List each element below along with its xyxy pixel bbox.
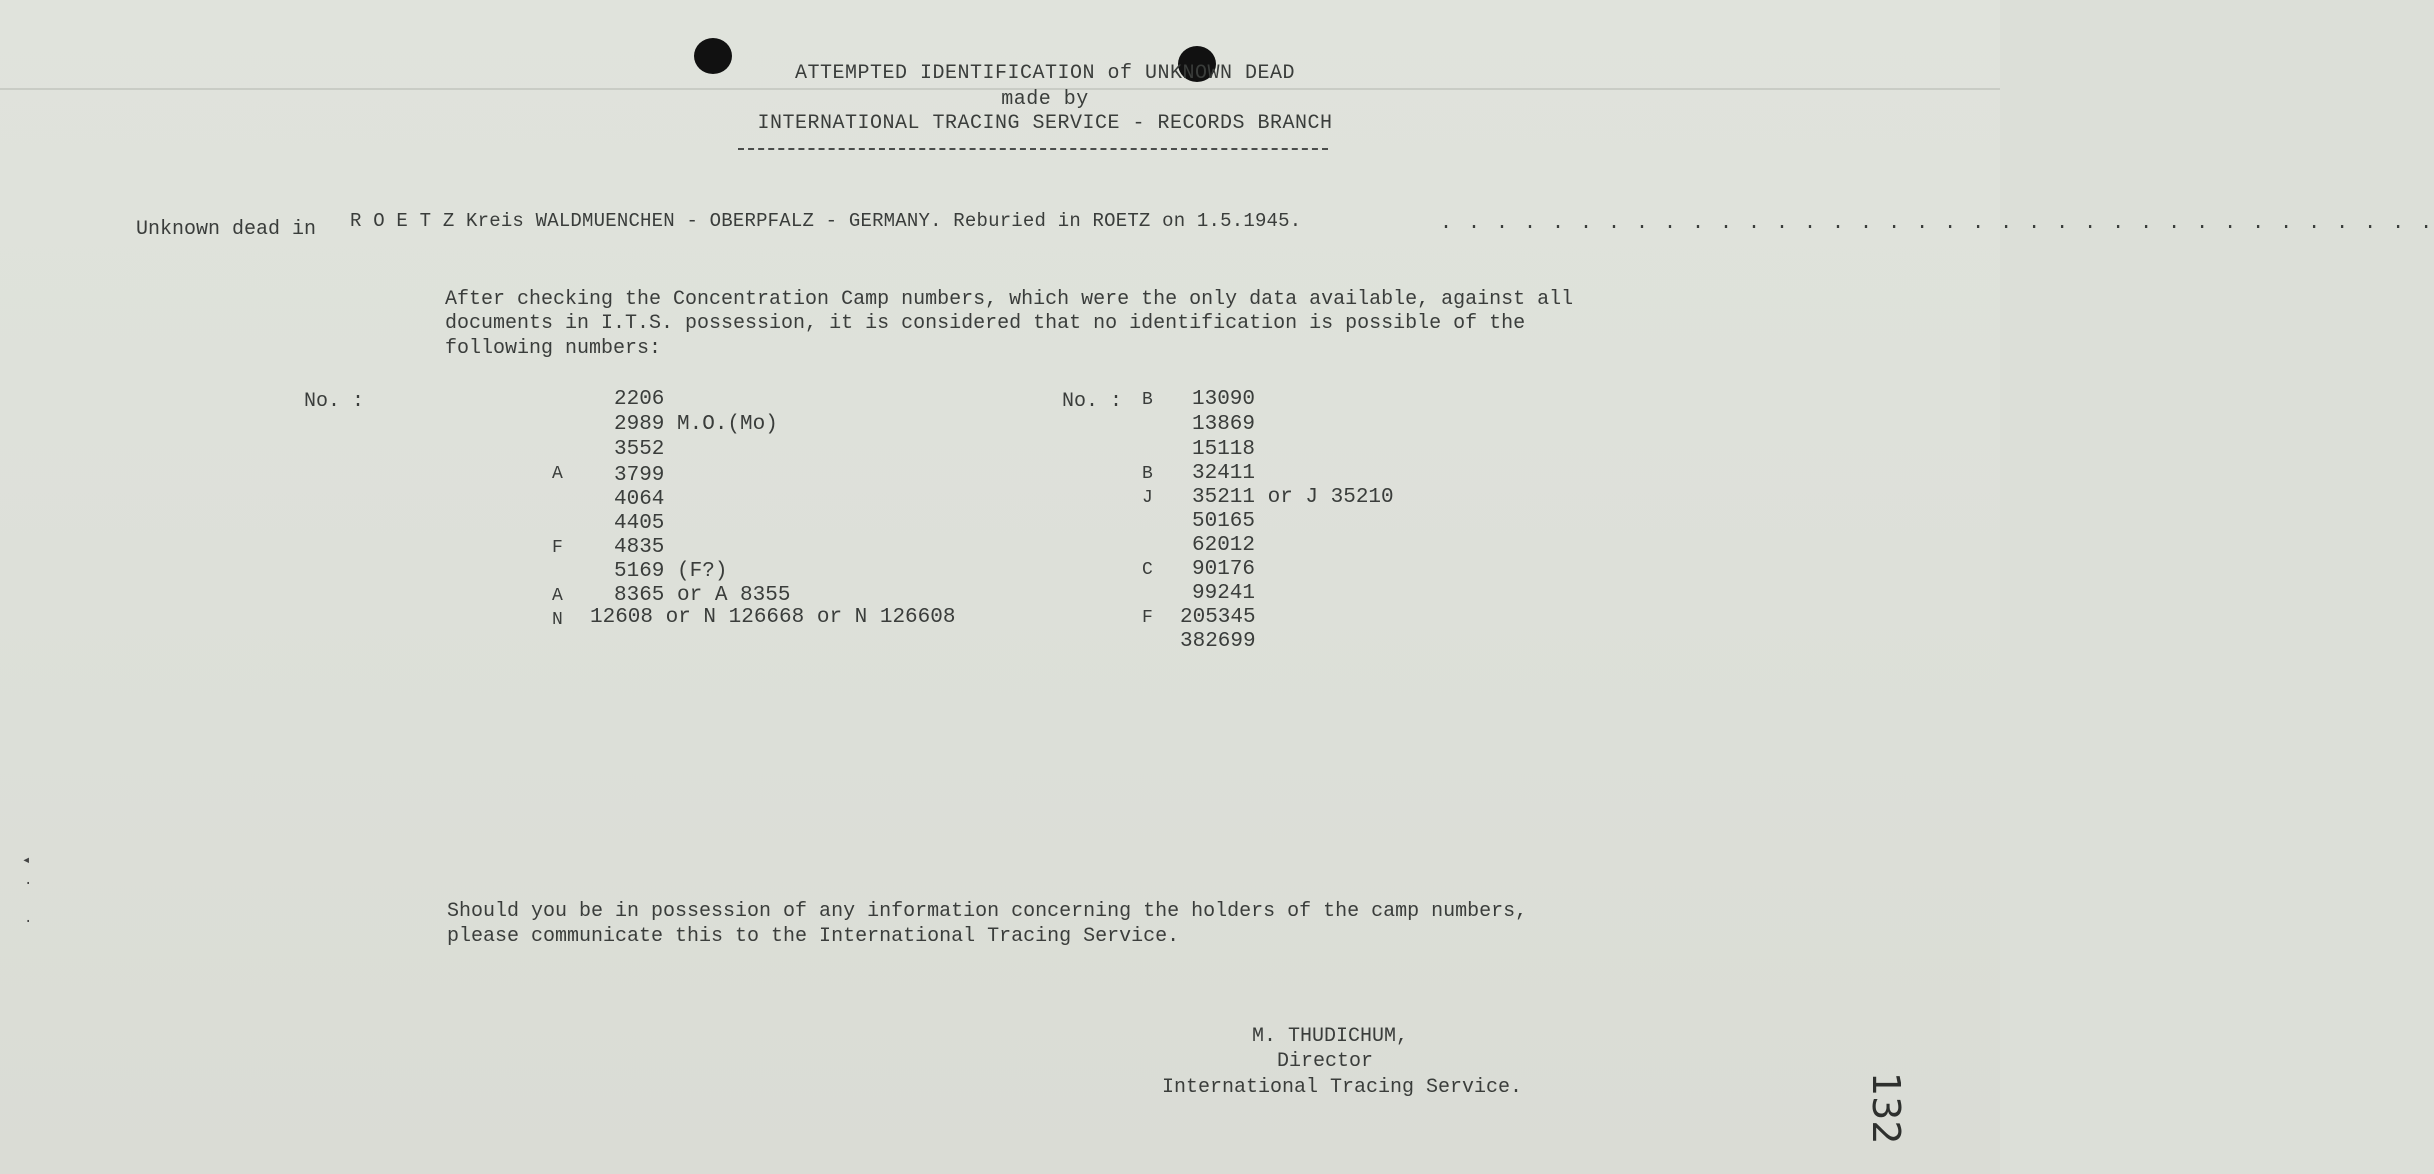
intro-line: following numbers: [445, 337, 662, 360]
camp-number: 8365 or A 8355 [614, 584, 791, 607]
camp-number: 2206 [614, 388, 665, 411]
left-list-label: No. : [304, 390, 365, 413]
camp-number: 4405 [614, 512, 665, 535]
dotted-fill: . . . . . . . . . . . . . . . . . . . . . . . . . . . . . . . . . . . . [1440, 212, 2434, 235]
location-value: R O E T Z Kreis WALDMUENCHEN - OBERPFALZ - GERMANY. Reburied in ROETZ on 1.5.1945. [350, 210, 1302, 232]
margin-mark: · [24, 914, 33, 930]
camp-number: 99241 [1192, 582, 1256, 605]
intro-line: documents in I.T.S. possession, it is considered that no identification is possible of the [445, 312, 1526, 335]
camp-number: 382699 [1180, 630, 1256, 653]
camp-number: 32411 [1192, 462, 1256, 485]
header-title: ATTEMPTED IDENTIFICATION of UNKNOWN DEAD [794, 62, 1296, 85]
camp-number: 62012 [1192, 534, 1256, 557]
camp-number: 3552 [614, 438, 665, 461]
margin-mark: · [24, 876, 33, 892]
camp-prefix: C [1142, 560, 1153, 580]
camp-number: 2989 M.O.(Mo) [614, 413, 778, 436]
camp-number: 13090 [1192, 388, 1256, 411]
camp-prefix: A [552, 586, 563, 606]
camp-number: 13869 [1192, 413, 1256, 436]
camp-number: 35211 or J 35210 [1192, 486, 1394, 509]
camp-prefix: A [552, 464, 563, 484]
camp-number: 205345 [1180, 606, 1256, 629]
signatory-title: Director [1277, 1050, 1374, 1073]
location-label: Unknown dead in [136, 218, 317, 241]
closing-line: please communicate this to the International Tracing Service. [447, 925, 1180, 948]
camp-number: 4835 [614, 536, 665, 559]
camp-number: 3799 [614, 464, 665, 487]
camp-prefix: J [1142, 488, 1153, 508]
camp-prefix: F [552, 538, 563, 558]
camp-number: 12608 or N 126668 or N 126608 [590, 606, 956, 629]
right-list-label: No. : [1062, 390, 1123, 413]
camp-number: 4064 [614, 488, 665, 511]
signatory-name: M. THUDICHUM, [1252, 1025, 1409, 1048]
margin-mark: ◂ [22, 853, 31, 869]
header-branch: INTERNATIONAL TRACING SERVICE - RECORDS BRANCH [757, 112, 1333, 135]
camp-number: 5169 (F?) [614, 560, 728, 583]
closing-line: Should you be in possession of any information concerning the holders of the camp numbers, [447, 900, 1528, 923]
camp-number: 15118 [1192, 438, 1256, 461]
camp-prefix: N [552, 610, 563, 630]
signatory-organization: International Tracing Service. [1162, 1076, 1523, 1099]
header-made-by: made by [1001, 88, 1089, 111]
camp-number: 90176 [1192, 558, 1256, 581]
camp-prefix: F [1142, 608, 1153, 628]
camp-prefix: B [1142, 390, 1153, 410]
camp-number: 50165 [1192, 510, 1256, 533]
page-number: 132 [1864, 1072, 1908, 1145]
intro-line: After checking the Concentration Camp numbers, which were the only data available, against all [445, 288, 1574, 311]
header-underline [738, 148, 1328, 150]
camp-prefix: B [1142, 464, 1153, 484]
